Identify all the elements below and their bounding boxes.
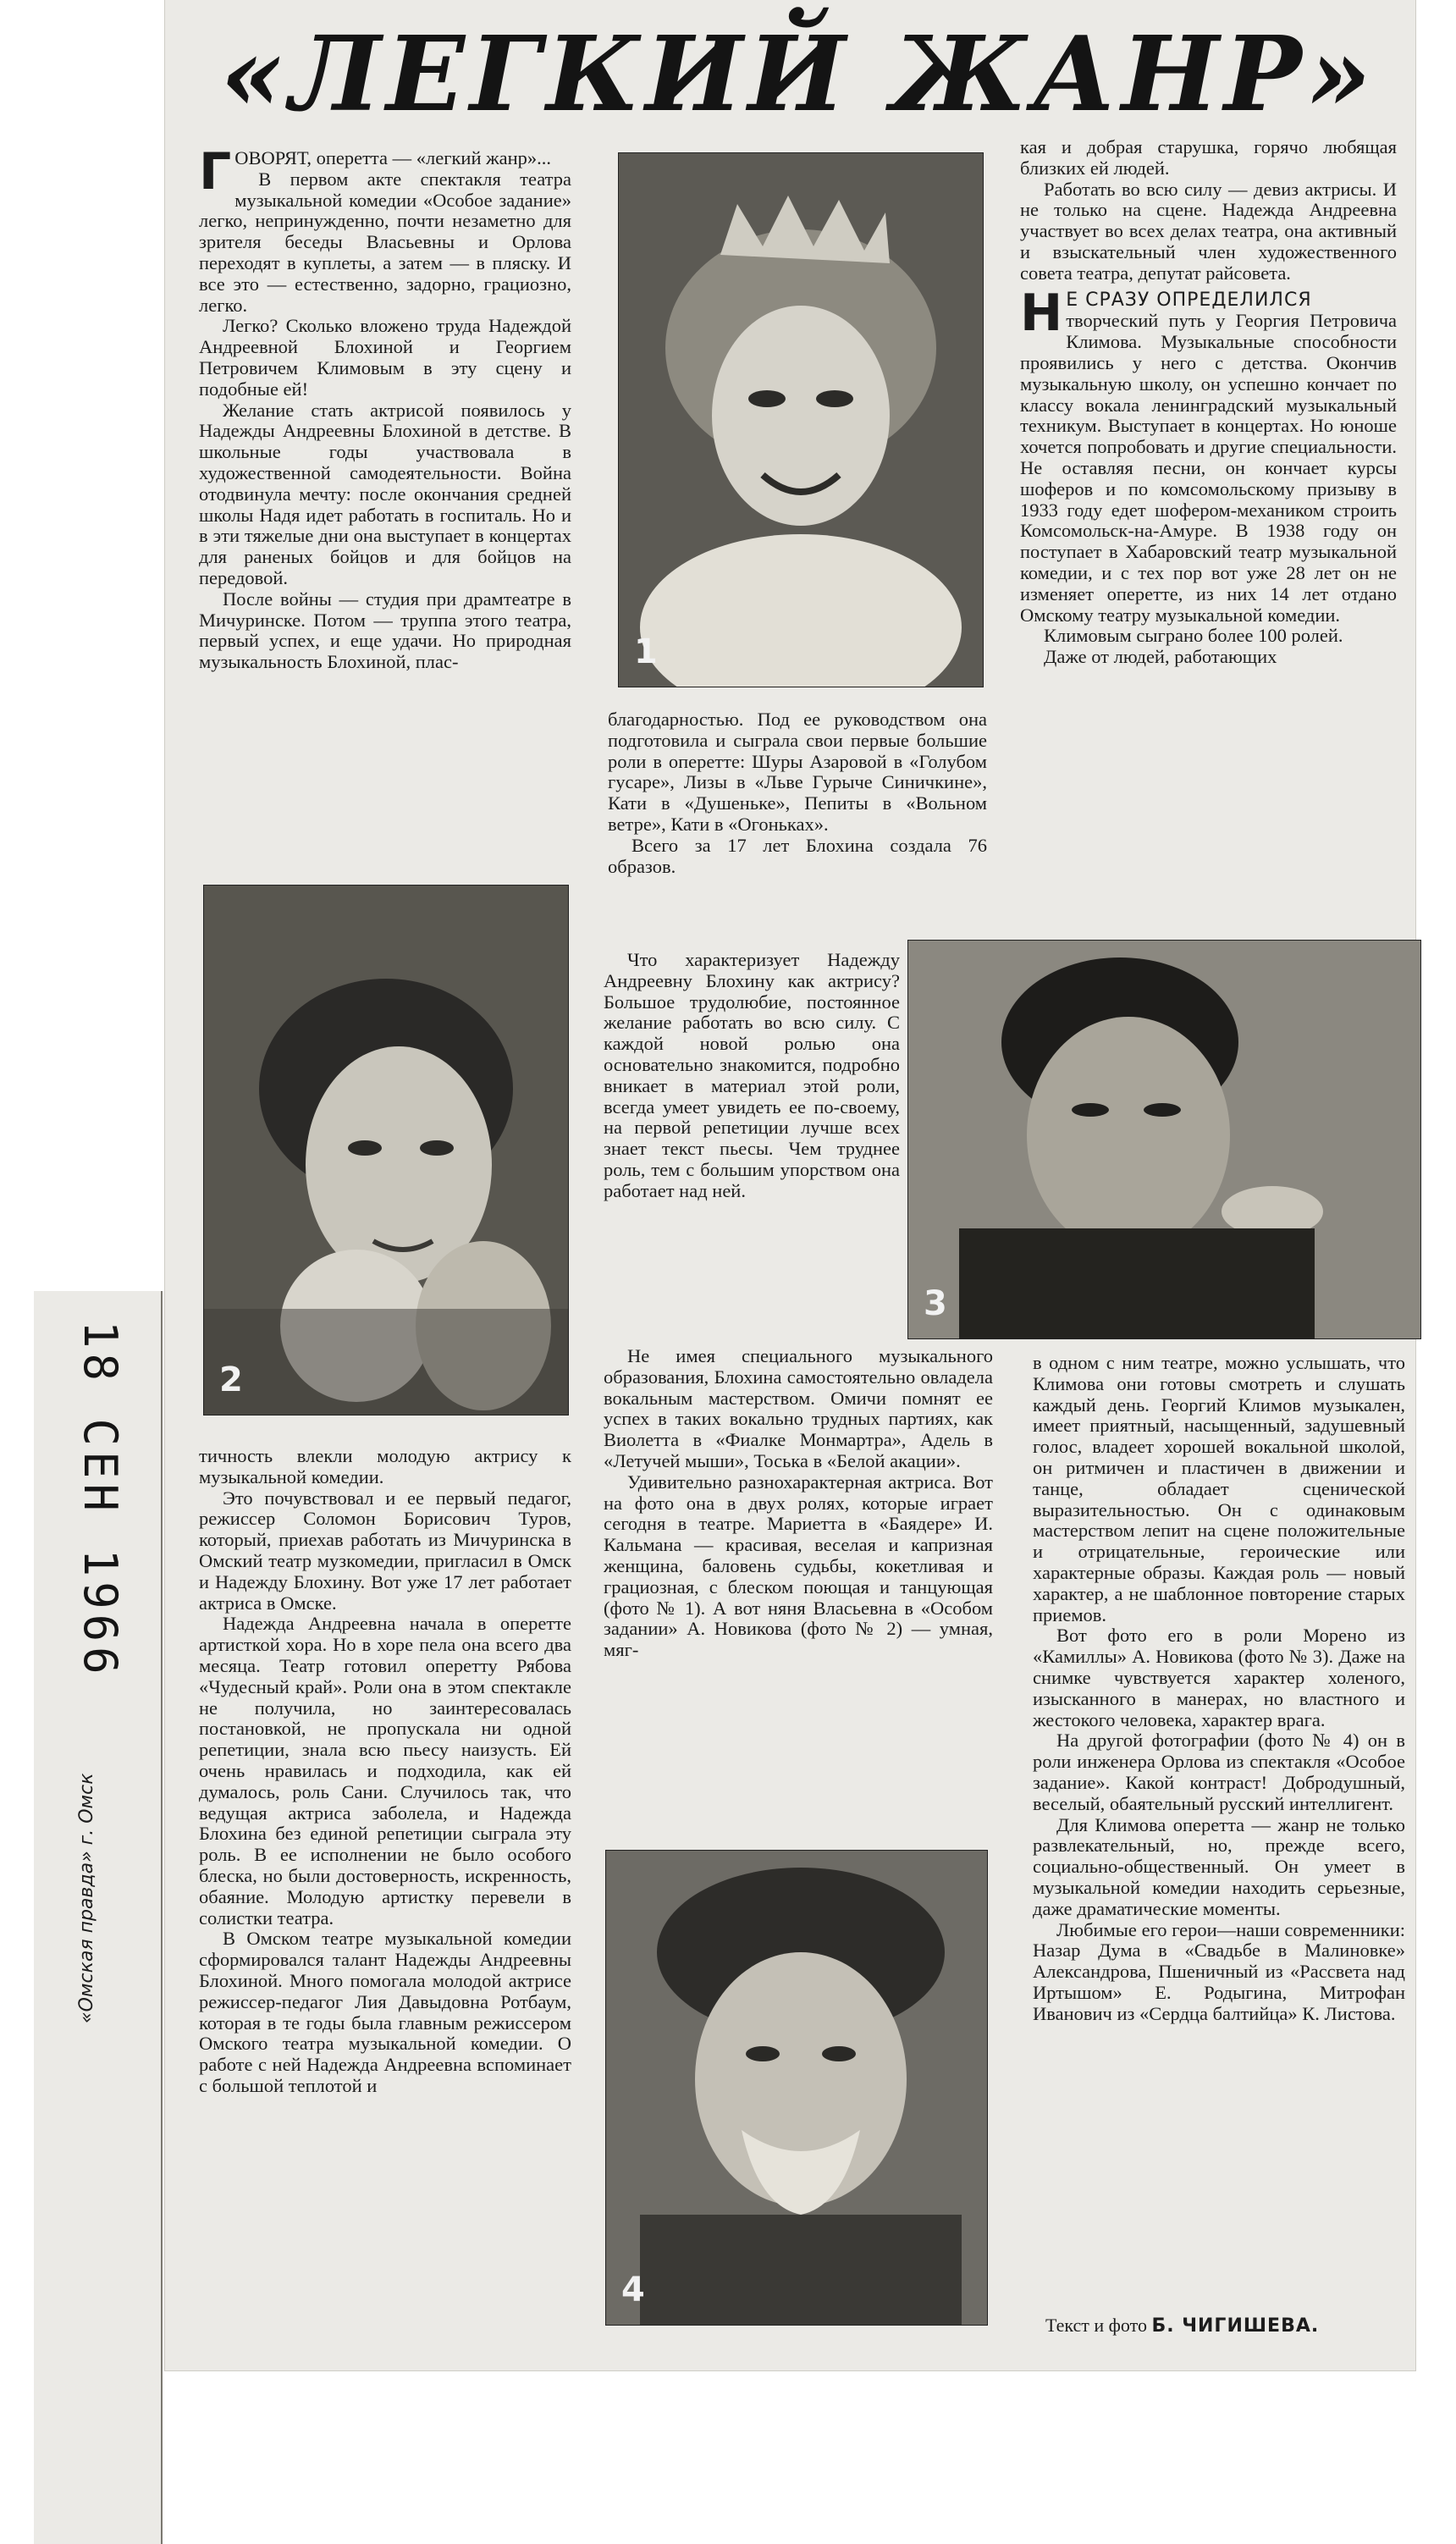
credit-name: Б. ЧИГИШЕВА.: [1151, 2315, 1320, 2337]
photo-number: 3: [924, 1284, 947, 1323]
paragraph: В Омском театре музыкальной комедии сформировался талант Надежды Андреевны Блохиной. Много помогала молодой актрисе режиссер-педагог Лия Давыдовна Ротбаум, которая в те годы была главным режиссером Омского театра музыкальной комедии. О работе с ней Надежда Андреевна вспоминает с большой теплотой и: [199, 1928, 571, 2096]
paragraph: Легко? Сколько вложено труда Надеждой Андреевной Блохиной и Георгием Петровичем Климовым в эту сцену и подобные ей!: [199, 315, 571, 400]
headline: «ЛЕГКИЙ ЖАНР»: [220, 13, 1377, 135]
photo-4: [605, 1850, 988, 2326]
photo-3: [907, 940, 1421, 1339]
date-stamp: 18 СЕН 1966: [74, 1321, 127, 1680]
photo-number: 1: [634, 632, 658, 671]
paragraph: благодарностью. Под ее руководством она подготовила и сыграла свои первые большие роли в оперетте: Шуры Азаровой в «Голубом гусаре», Лизы в «Льве Гурыче Синичкине», Кати в «Душеньке», Пепиты в «Вольном ветре», Кати в «Огоньках».: [608, 709, 987, 835]
dropcap: Н: [1020, 283, 1063, 343]
paragraph: Климовым сыграно более 100 ролей.: [1044, 625, 1343, 647]
paragraph: Вот фото его в роли Морено из «Камиллы» А. Новикова (фото № 3). Даже на снимке чувствуется характер холеного, изысканного в манерах, но властного и жестокого человека, характер врага.: [1033, 1625, 1405, 1730]
subheading: Е СРАЗУ ОПРЕДЕЛИЛСЯ: [1066, 289, 1312, 311]
paragraph: Всего за 17 лет Блохина создала 76 образов.: [608, 834, 987, 877]
credit-prefix: Текст и фото: [1045, 2315, 1147, 2336]
paragraph: После войны — студия при драмтеатре в Мичуринске. Потом — труппа этого театра, первый успех, и еще удачи. Но природная музыкальность Блохиной, плас-: [199, 588, 571, 673]
paragraph: Это почувствовал и ее первый педагог, режиссер Соломон Борисович Туров, который, приехав работать из Мичуринска в Омский театр музкомедии, пригласил в Омск и Надежду Блохину. Вот уже 17 лет работает актриса в Омске.: [199, 1487, 571, 1614]
column-1-bottom: [199, 1446, 571, 2097]
column-3-bottom: [1033, 1353, 1405, 2025]
paragraph: Даже от людей, работающих: [1044, 646, 1277, 668]
paragraph: кая и добрая старушка, горячо любящая близких ей людей.: [1020, 136, 1397, 179]
photo-number: 4: [621, 2271, 645, 2309]
paragraph: Для Климова оперетта — жанр не только развлекательный, но, прежде всего, социально-общественный. Он умеет в музыкальной комедии находить серьезные, даже драматические моменты.: [1033, 1813, 1405, 1919]
paragraph: Удивительно разнохарактерная актриса. Вот на фото она в двух ролях, которые играет сегодня в театре. Мариетта в «Баядере» И. Кальмана — красивая, веселая и капризная женщина, баловень судьбы, кокетливая и грациозная, с блеском поющая и танцующая (фото № 1). А вот няня Власьевна в «Особом задании» А. Новикова (фото № 2) — умная, мяг-: [604, 1471, 993, 1661]
paragraph: Не имея специального музыкального образования, Блохина самостоятельно овладела вокальным мастерством. Омичи помнят ее успех в таких вокально трудных партиях, как Виолетта в «Фиалке Монмартра», Адель в «Летучей мыши», Тоська в «Белой акации».: [604, 1345, 993, 1471]
column-1-top: [199, 142, 571, 673]
dropcap: Г: [199, 142, 232, 201]
paragraph: Что характеризует Надежду Андреевну Блохину как актрису? Большое трудолюбие, постоянное желание работать во всю силу. С каждой новой ролью она основательно знакомится, подробно вникает в материал этой роли, всегда умеет увидеть ее по-своему, на первой репетиции лучше всех знает текст пьесы. Чем труднее роль, тем с большим упорством она работает над ней.: [604, 949, 900, 1201]
column-2-bottom: [604, 1346, 993, 1661]
paragraph: Любимые его герои—наши современники: Назар Дума в «Свадьбе в Малиновке» Александрова, Пшеничный из «Рассвета над Иртышом» Е. Родыгина, Митрофан Иванович из «Сердца балтийца» К. Листова.: [1033, 1918, 1405, 2024]
paragraph: творческий путь у Георгия Петровича Климова. Музыкальные способности проявились у него с детства. Окончив музыкальную школу, он успешно кончает по классу вокала ленинградский музыкальный техникум. Выступает в концертах. Но юноше хочется попробовать и другие специальности. Не оставляя песни, он кончает курсы шоферов и по комсомольскому призыву в 1933 году едет шофером-механиком строить Комсомольск-на-Амуре. В 1938 году он поступает в Хабаровский театр музыкальной комедии, и с тех пор вот уже 28 лет он не изменяет оперетте, из них 14 лет отдано Омскому театру музыкальной комедии.: [1020, 310, 1397, 626]
paragraph: Работать во всю силу — девиз актрисы. И не только на сцене. Надежда Андреевна участвует во всех делах театра, она активный и взыскательный член художественного совета театра, депутат райсовета.: [1020, 178, 1397, 284]
paragraph: в одном с ним театре, можно услышать, что Климова они готовы смотреть и слушать каждый день. Георгий Климов музыкален, имеет приятный, насыщенный, задушевный голос, владеет хорошей вокальной школой, он ритмичен и пластичен в движении и танце, обладает сценической выразительностью. Он с одинаковым мастерством лепит на сцене положительные и отрицательные, героические или характерные образы. Каждая роль — новый характер, а не шаблонное повторение старых приемов.: [1033, 1352, 1405, 1625]
paragraph: На другой фотографии (фото № 4) он в роли инженера Орлова из спектакля «Особое задание». Какой контраст! Добродушный, веселый, обаятельный русский интеллигент.: [1033, 1730, 1405, 1814]
photo-number: 2: [219, 1360, 243, 1399]
column-3-top: [1020, 137, 1397, 668]
paragraph: ОВОРЯТ, оперетта — «легкий жанр»...: [234, 147, 552, 168]
column-2-middle: [604, 950, 900, 1202]
paragraph: Надежда Андреевна начала в оперетте артисткой хора. Но в хоре пела она всего два месяца. Театр готовил оперетту Рябова «Чудесный край». Роли она в этом спектакле не получила, но заинтересовалась постановкой, не пропускала ни одной репетиции, знала всю пьесу наизусть. Ей очень нравилась и подходила, как ей думалось, роль Сани. Случилось так, что ведущая актриса заболела, и Надежда Блохина без единой репетиции сыграла эту роль. В ее исполнении не было особого блеска, но были достоверность, искренность, обаяние. Молодую артистку перевели в солистки театра.: [199, 1613, 571, 1929]
photo-1: [618, 152, 984, 687]
photo-2: [203, 885, 569, 1415]
paragraph: В первом акте спектакля театра музыкальной комедии «Особое задание» легко, непринужденно, почти незаметно для зрителя беседы Власьевны и Орлова переходят в куплеты, а затем — в пляску. И все это — естественно, задорно, грациозно, легко.: [199, 168, 571, 316]
column-2-top: [608, 709, 987, 877]
paragraph: тичность влекли молодую актрису к музыкальной комедии.: [199, 1445, 571, 1487]
source-note: «Омская правда» г. Омск: [76, 1773, 97, 2023]
paragraph: Желание стать актрисой появилось у Надежды Андреевны Блохиной в детстве. В школьные годы участвовала в художественной самодеятельности. Война отодвинула мечту: после окончания средней школы Надя идет работать в госпиталь. Но и в эти тяжелые дни она выступает в концертах для раненых бойцов и для бойцов на передовой.: [199, 399, 571, 588]
credit-line: [1045, 2315, 1319, 2337]
